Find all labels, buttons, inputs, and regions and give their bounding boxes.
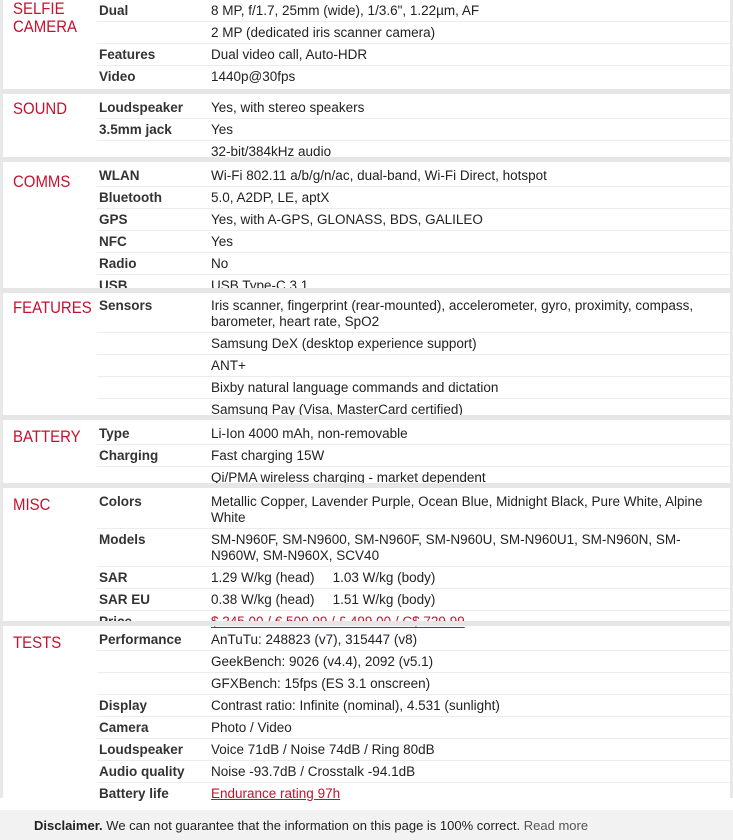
spec-row: [97, 589, 730, 611]
features-rows: [97, 293, 730, 420]
section-title-selfie-camera: SELFIE CAMERA: [13, 0, 78, 36]
spec-row: [97, 44, 730, 66]
section-comms: [0, 157, 733, 293]
spec-row: [97, 119, 730, 141]
spec-value: SM-N960F, SM-N9600, SM-N960F, SM-N960U, SM-N960U1, SM-N960N, SM-N960W, SM-N960X, SCV40: [211, 532, 681, 563]
spec-row: [97, 187, 730, 209]
misc-rows: [97, 488, 730, 632]
spec-row: [97, 66, 730, 87]
section-misc: [0, 483, 733, 629]
spec-value: ANT+: [211, 358, 246, 373]
spec-label: [97, 651, 209, 672]
spec-row: [97, 355, 730, 377]
spec-value: Metallic Copper, Lavender Purple, Ocean Blue, Midnight Black, Pure White, Alpine White: [211, 494, 703, 525]
spec-row: [97, 673, 730, 695]
spec-value: Bixby natural language commands and dictation: [211, 380, 499, 395]
spec-row: [97, 761, 730, 783]
spec-value: Yes: [211, 234, 234, 249]
spec-label: Performance: [99, 632, 182, 647]
selfie-rows: [97, 0, 730, 87]
spec-value: [209, 567, 730, 588]
spec-value: Photo / Video: [211, 720, 292, 735]
spec-label: GPS: [99, 212, 128, 227]
spec-value: Iris scanner, fingerprint (rear-mounted), accelerometer, gyro, proximity, compass, barometer, heart rate, SpO2: [211, 298, 694, 329]
section-selfie-camera: [0, 0, 733, 89]
spec-label: Sensors: [99, 298, 153, 313]
read-more-link[interactable]: Read more: [523, 818, 589, 833]
spec-value: Dual video call, Auto-HDR: [211, 47, 368, 62]
spec-label: Loudspeaker: [99, 742, 184, 757]
spec-label: [97, 333, 209, 354]
spec-row: [97, 783, 730, 804]
spec-label: Audio quality: [99, 764, 185, 779]
spec-label: Price: [99, 614, 133, 629]
spec-row: [97, 445, 730, 467]
spec-value: Qi/PMA wireless charging - market dependent: [211, 470, 486, 485]
sar-eu-head: 0.38 W/kg (head): [211, 592, 315, 607]
spec-value: AnTuTu: 248823 (v7), 315447 (v8): [211, 632, 418, 647]
section-title-tests: TESTS: [13, 633, 62, 652]
comms-rows: [97, 162, 730, 296]
spec-label: Charging: [99, 448, 159, 463]
disclaimer-text: We can not guarantee that the information on this page is 100% correct.: [106, 818, 521, 833]
spec-value: [209, 783, 730, 804]
sound-rows: [97, 94, 730, 162]
spec-value: Samsung Pay (Visa, MasterCard certified): [211, 402, 463, 417]
spec-value: [209, 589, 730, 610]
spec-row: [97, 423, 730, 445]
disclaimer-bar: [0, 810, 733, 840]
spec-value: GeekBench: 9026 (v4.4), 2092 (v5.1): [211, 654, 434, 669]
tests-rows: [97, 626, 730, 804]
spec-label: Video: [99, 69, 136, 84]
spec-value: USB Type-C 3.1: [211, 278, 309, 293]
spec-label: WLAN: [99, 168, 140, 183]
section-tests: [0, 621, 733, 801]
spec-row: [97, 567, 730, 589]
section-features: [0, 288, 733, 415]
section-title-misc: MISC: [13, 495, 51, 514]
spec-value: 8 MP, f/1.7, 25mm (wide), 1/3.6", 1.22µm, AF: [211, 3, 480, 18]
spec-label: [97, 22, 209, 43]
spec-value: Yes, with stereo speakers: [211, 100, 365, 115]
endurance-rating-link[interactable]: Endurance rating 97h: [211, 786, 341, 801]
spec-value: Noise -93.7dB / Crosstalk -94.1dB: [211, 764, 416, 779]
spec-label: Radio: [99, 256, 137, 271]
section-title-battery: BATTERY: [13, 427, 81, 446]
disclaimer-heading: Disclaimer.: [34, 818, 103, 833]
spec-row: [97, 739, 730, 761]
spec-label: Type: [99, 426, 130, 441]
spec-label: Camera: [99, 720, 149, 735]
spec-label: Models: [99, 532, 146, 547]
section-title-sound: SOUND: [13, 99, 68, 118]
spec-value: No: [211, 256, 229, 271]
spec-value: 32-bit/384kHz audio: [211, 144, 332, 159]
section-title-comms: COMMS: [13, 172, 71, 191]
spec-row: [97, 695, 730, 717]
spec-label: SAR EU: [99, 592, 151, 607]
spec-row: [97, 629, 730, 651]
spec-label: Battery life: [99, 786, 169, 801]
spec-value: 1440p@30fps: [211, 69, 296, 84]
spec-row: [97, 22, 730, 44]
spec-value: Yes: [211, 122, 234, 137]
spec-label: NFC: [99, 234, 127, 249]
section-battery: [0, 415, 733, 483]
spec-value: Voice 71dB / Noise 74dB / Ring 80dB: [211, 742, 435, 757]
spec-label: SAR: [99, 570, 128, 585]
spec-row: [97, 97, 730, 119]
spec-label: Dual: [99, 3, 129, 18]
spec-row: [97, 333, 730, 355]
section-title-features: FEATURES: [13, 298, 92, 317]
sar-body: 1.03 W/kg (body): [332, 570, 436, 585]
spec-value: Li-Ion 4000 mAh, non-removable: [211, 426, 408, 441]
section-sound: [0, 89, 733, 157]
spec-label: 3.5mm jack: [99, 122, 172, 137]
spec-row: [97, 295, 730, 333]
spec-label: Loudspeaker: [99, 100, 184, 115]
spec-label: [97, 377, 209, 398]
price-link[interactable]: $ 245.00 / € 509.99 / £ 499.00 / C$ 729.99: [211, 614, 465, 629]
spec-label: [97, 673, 209, 694]
spec-row: [97, 651, 730, 673]
spec-value: Wi-Fi 802.11 a/b/g/n/ac, dual-band, Wi-Fi Direct, hotspot: [211, 168, 547, 183]
spec-row: [97, 717, 730, 739]
spec-value: Samsung DeX (desktop experience support): [211, 336, 477, 351]
spec-value: GFXBench: 15fps (ES 3.1 onscreen): [211, 676, 431, 691]
spec-value: 2 MP (dedicated iris scanner camera): [211, 25, 436, 40]
spec-label: Bluetooth: [99, 190, 162, 205]
spec-row: [97, 0, 730, 22]
battery-rows: [97, 420, 730, 488]
spec-value: Yes, with A-GPS, GLONASS, BDS, GALILEO: [211, 212, 483, 227]
spec-row: [97, 253, 730, 275]
spec-label: USB: [99, 278, 128, 293]
spec-label: Colors: [99, 494, 142, 509]
spec-row: [97, 231, 730, 253]
spec-row: [97, 165, 730, 187]
spec-value: Contrast ratio: Infinite (nominal), 4.531 (sunlight): [211, 698, 500, 713]
spec-row: [97, 529, 730, 567]
spec-row: [97, 209, 730, 231]
spec-row: [97, 377, 730, 399]
sar-eu-body: 1.51 W/kg (body): [332, 592, 436, 607]
spec-label: Features: [99, 47, 156, 62]
spec-value: 5.0, A2DP, LE, aptX: [211, 190, 330, 205]
spec-row: [97, 491, 730, 529]
sar-head: 1.29 W/kg (head): [211, 570, 315, 585]
spec-label: [97, 355, 209, 376]
spec-label: Display: [99, 698, 148, 713]
spec-value: Fast charging 15W: [211, 448, 325, 463]
